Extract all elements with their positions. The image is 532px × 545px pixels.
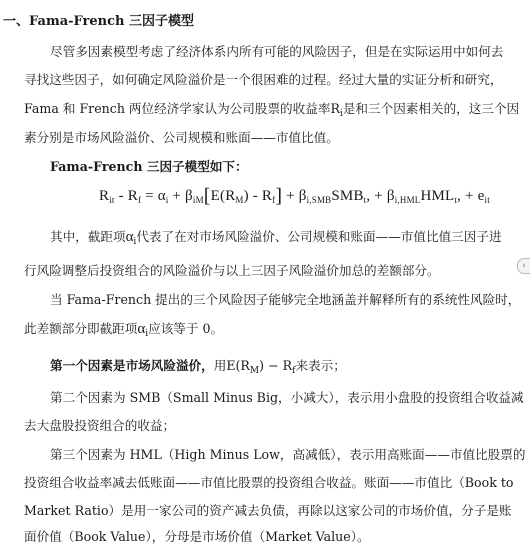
factor3-line3: Market Ratio）是用一家公司的资产减去负债，再除以这家公司的市场价值，分子是账 — [24, 503, 512, 518]
para1-line2: 寻找这些因子，如何确定风险溢价是一个很困难的过程。经过大量的实证分析和研究， — [24, 72, 503, 87]
factor3-line1: 第三个因素为 HML（High Minus Low，高减低），表示用高账面——市值比股票的 — [50, 447, 526, 462]
factor3-line2: 投资组合收益率减去低账面——市值比股票的投资组合收益。账面——市值比（Book to — [24, 475, 514, 490]
fama-french-formula: $R_{it} - R_f = \alpha_i + \beta_{iM}[E(R_M) - R_f] + \beta_{i,SMB}SMB_t$, + $\beta_{i,HML}HML_t$, + $e_{it}$ — [99, 185, 490, 207]
expand-arrow-icon[interactable]: ‹ — [517, 258, 530, 274]
para3-line2: 此差额部分即截距项$\alpha_i$应该等于 0。 — [24, 321, 224, 339]
factor3-line4: 面价值（Book Value），分母是市场价值（Market Value）。 — [24, 529, 370, 544]
formula-intro: Fama-French 三因子模型如下： — [50, 159, 248, 174]
factor2-line2: 去大盘股投资组合的收益； — [24, 418, 176, 433]
para2-line1: 其中，截距项$\alpha_i$代表了在对市场风险溢价、公司规模和账面——市值比值三因子进 — [50, 229, 502, 247]
section-heading: 一、Fama-French 三因子模型 — [3, 14, 194, 29]
para1-line4: 素分别是市场风险溢价、公司规模和账面——市值比值。 — [24, 130, 339, 145]
factor2-line1: 第二个因素为 SMB（Small Minus Big，小减大），表示用小盘股的投资组合收益减 — [50, 390, 524, 405]
para1-line3: Fama 和 French 两位经济学家认为公司股票的收益率$R_i$是和三个因素相关的，这三个因 — [24, 101, 520, 119]
factor1-line: 第一个因素是市场风险溢价，用$E(R_M) - R_f$来表示； — [50, 358, 346, 376]
para1-line1: 尽管多因素模型考虑了经济体系内所有可能的风险因子，但是在实际运用中如何去 — [50, 44, 504, 59]
para2-line2: 行风险调整后投资组合的风险溢价与以上三因子风险溢价加总的差额部分。 — [24, 263, 440, 278]
para3-line1: 当 Fama-French 提出的三个风险因子能够完全地涵盖并解释所有的系统性风险时， — [50, 292, 521, 307]
